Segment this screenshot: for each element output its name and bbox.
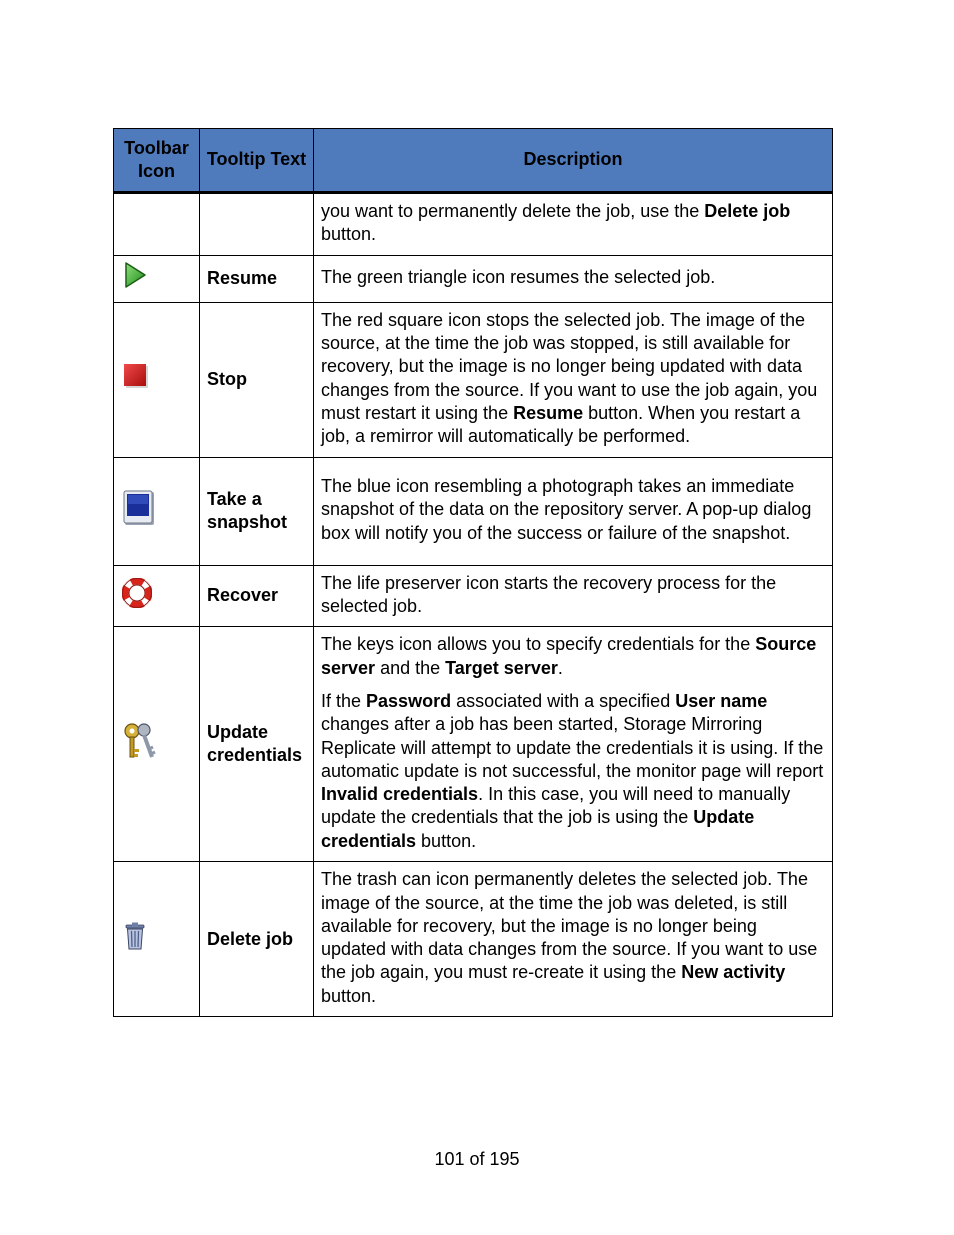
text-run: and the <box>375 657 446 678</box>
tooltip-text-cell: Take a snapshot <box>200 457 314 565</box>
table-row <box>114 302 833 457</box>
tooltip-text-cell <box>200 193 314 256</box>
table-header-row <box>114 129 833 193</box>
toolbar-icon-cell <box>114 627 200 862</box>
text-run: . <box>557 657 563 678</box>
toolbar-icon-cell <box>114 457 200 565</box>
text-run: button. <box>416 830 477 851</box>
table-row <box>114 255 833 302</box>
description-paragraph <box>321 572 824 619</box>
text-run: you want to permanently delete the job, use the <box>321 201 705 221</box>
description-cell <box>314 193 833 256</box>
text-run: The life preserver icon starts the recovery process for the selected job. <box>321 572 777 616</box>
header-toolbar-icon: Toolbar Icon <box>114 129 200 193</box>
bold-term: Password <box>366 690 452 711</box>
tooltip-text-cell: Recover <box>200 565 314 627</box>
description-paragraph <box>321 475 824 545</box>
bold-term: Delete job <box>704 201 791 221</box>
text-run: button. <box>321 985 377 1006</box>
text-run: button. <box>321 224 377 245</box>
green-triangle-icon <box>122 261 148 295</box>
bold-term: User name <box>675 690 768 711</box>
text-run: The red square icon stops the selected job. The image of the source, at the time the job was stopped, is still available for recovery, but the image is no longer being updated with data changes from the source. If you want to use the job again, you must restart it using the <box>321 309 818 423</box>
description-cell <box>314 565 833 627</box>
bold-term: Invalid credentials <box>321 784 479 805</box>
tooltip-text-cell: Delete job <box>200 862 314 1017</box>
header-tooltip-text: Tooltip Text <box>200 129 314 193</box>
description-cell <box>314 627 833 862</box>
description-paragraph <box>321 690 824 853</box>
text-run: . In this case, you will need to manually update the credentials that the job is using the <box>321 784 791 828</box>
table-row <box>114 565 833 627</box>
header-description: Description <box>314 129 833 193</box>
text-run: If the <box>321 690 367 711</box>
text-run: The blue icon resembling a photograph takes an immediate snapshot of the data on the repository server. A pop-up dialog box will notify you of the success or failure of the snapshot. <box>321 476 812 543</box>
toolbar-icon-cell <box>114 193 200 256</box>
tooltip-text-cell: Update credentials <box>200 627 314 862</box>
table-row <box>114 862 833 1017</box>
toolbar-icon-cell <box>114 255 200 302</box>
bold-term: Update credentials <box>321 807 755 851</box>
tooltip-text-cell: Resume <box>200 255 314 302</box>
text-run: button. When you restart a job, a remirror will automatically be performed. <box>321 402 801 447</box>
trash-can-icon <box>122 921 148 957</box>
text-run: associated with a specified <box>451 690 676 711</box>
text-run: The green triangle icon resumes the selected job. <box>321 266 716 287</box>
description-paragraph <box>321 309 824 449</box>
bold-term: Target server <box>445 657 558 678</box>
description-paragraph <box>321 266 824 289</box>
table-row <box>114 627 833 862</box>
page-number: 101 of 195 <box>434 1149 520 1169</box>
text-run: The keys icon allows you to specify credentials for the <box>321 634 756 655</box>
bold-term: Resume <box>513 402 584 423</box>
description-cell <box>314 457 833 565</box>
description-paragraph <box>321 868 824 1008</box>
description-cell <box>314 255 833 302</box>
toolbar-icon-cell <box>114 565 200 627</box>
keys-icon <box>122 721 158 767</box>
toolbar-icon-cell <box>114 302 200 457</box>
red-square-icon <box>122 362 150 396</box>
table-row <box>114 457 833 565</box>
bold-term: Source server <box>321 634 817 678</box>
bold-term: New activity <box>681 962 786 983</box>
description-cell <box>314 302 833 457</box>
text-run: The trash can icon permanently deletes the selected job. The image of the source, at the time the job was deleted, is still available for recovery, but the image is no longer being updated with data changes from the source. If you want to use the job again, you must re-create it using the <box>321 869 818 983</box>
toolbar-icon-cell <box>114 862 200 1017</box>
tooltip-text-cell: Stop <box>200 302 314 457</box>
snapshot-photo-icon <box>122 489 156 533</box>
description-paragraph <box>321 633 824 680</box>
table-row <box>114 193 833 256</box>
description-cell <box>314 862 833 1017</box>
description-paragraph <box>321 200 824 247</box>
text-run: changes after a job has been started, Storage Mirroring Replicate will attempt to update the credentials it is using. If the automatic update is not successful, the monitor page will report <box>321 714 824 781</box>
life-preserver-icon <box>122 578 152 614</box>
toolbar-icons-table <box>113 128 833 1017</box>
